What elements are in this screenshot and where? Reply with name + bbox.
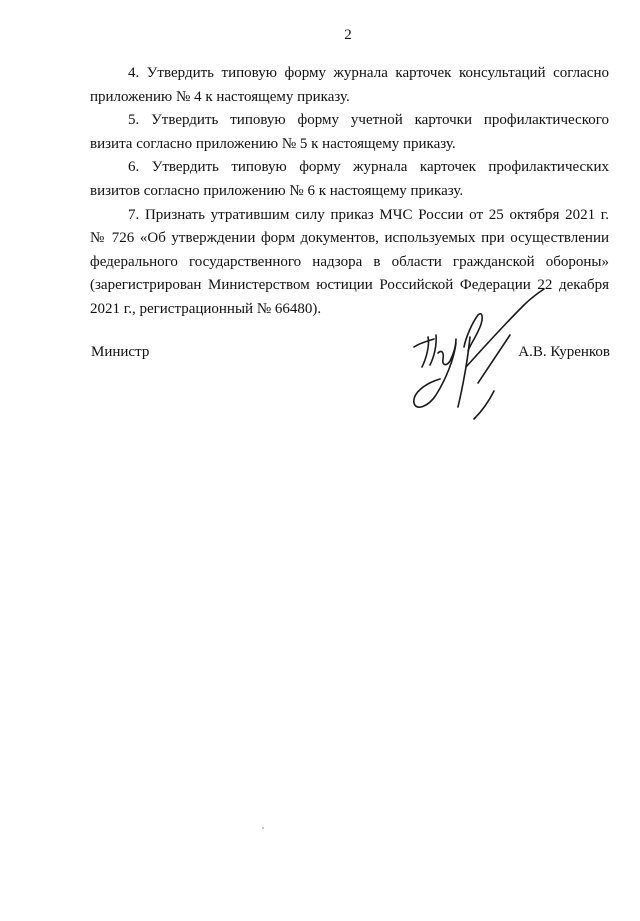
clause-4-line-2: приложению № 4 к настоящему приказу. [90, 88, 350, 105]
clause-4-line-1: 4. Утвердить типовую форму журнала карточек консультаций согласно [128, 65, 609, 81]
clause-7-line-1: 7. Признать утратившим силу приказ МЧС России от 25 октября 2021 г. [128, 206, 609, 223]
clause-6-line-2: визитов согласно приложению № 6 к настоящему приказу. [90, 182, 464, 199]
handwritten-signature [406, 287, 556, 427]
clause-7-line-2: № 726 «Об утверждении форм документов, используемых при осуществлении [90, 230, 609, 247]
clause-5-line-1: 5. Утвердить типовую форму учетной карточки профилактического [128, 112, 609, 129]
clause-5-line-2: визита согласно приложению № 5 к настоящему приказу. [90, 135, 456, 152]
clause-7-line-3: федерального государственного надзора в области гражданской обороны» [90, 253, 609, 270]
document-body [90, 62, 609, 322]
scan-artifact [262, 827, 264, 829]
signatory-position: Министр [91, 344, 150, 360]
page-number: 2 [344, 27, 352, 43]
clause-7-line-4: (зарегистрирован Министерством юстиции Российской Федерации 22 декабря [90, 277, 609, 294]
clause-4 [90, 62, 609, 109]
clause-6 [90, 156, 609, 203]
clause-6-line-1: 6. Утвердить типовую форму журнала карточек профилактических [128, 159, 609, 176]
clause-7-line-5: 2021 г., регистрационный № 66480). [90, 300, 322, 317]
signatory-name: А.В. Куренков [518, 344, 610, 360]
clause-5 [90, 109, 609, 156]
